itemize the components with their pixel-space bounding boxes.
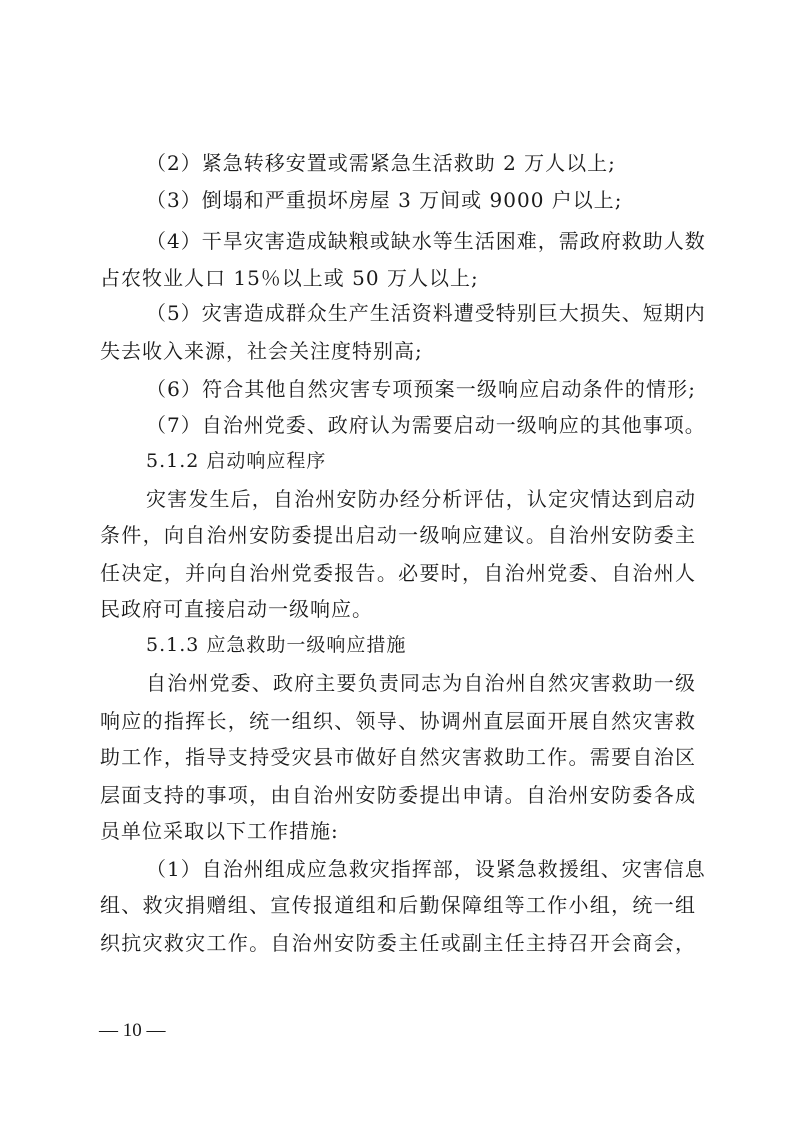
paragraph-line: 自治州党委、政府主要负责同志为自治州自然灾害救助一级 [146, 671, 696, 695]
paragraph-line: （1）自治州组成应急救灾指挥部，设紧急救援组、灾害信息 [146, 857, 706, 881]
paragraph-line: （5）灾害造成群众生产生活资料遭受特别巨大损失、短期内 [146, 301, 706, 325]
paragraph-line: （7）自治州党委、政府认为需要启动一级响应的其他事项。 [146, 413, 706, 437]
paragraph-line: 组、救灾捐赠组、宣传报道组和后勤保障组等工作小组，统一组 [100, 893, 696, 917]
paragraph-line: 响应的指挥长，统一组织、领导、协调州直层面开展自然灾害救 [100, 709, 696, 733]
paragraph-line: 民政府可直接启动一级响应。 [100, 597, 373, 621]
paragraph-line: 条件，向自治州安防委提出启动一级响应建议。自治州安防委主 [100, 523, 696, 547]
section-heading-5-1-2: 5.1.2 启动响应程序 [146, 450, 327, 472]
paragraph-line: 织抗灾救灾工作。自治州安防委主任或副主任主持召开会商会， [100, 931, 696, 955]
paragraph-line: 助工作，指导支持受灾县市做好自然灾害救助工作。需要自治区 [100, 745, 696, 769]
paragraph-line: 占农牧业人口 15％以上或 50 万人以上; [100, 266, 479, 290]
page-number: — 10 — [99, 1020, 166, 1041]
paragraph-line: （3）倒塌和严重损坏房屋 3 万间或 9000 户以上; [146, 188, 623, 212]
paragraph-line: 任决定，并向自治州党委报告。必要时，自治州党委、自治州人 [100, 561, 696, 585]
paragraph-line: 失去收入来源，社会关注度特别高; [100, 339, 423, 363]
paragraph-line: （2）紧急转移安置或需紧急生活救助 2 万人以上; [146, 151, 616, 175]
paragraph-line: （4）干旱灾害造成缺粮或缺水等生活困难，需政府救助人数 [146, 229, 706, 253]
paragraph-line: （6）符合其他自然灾害专项预案一级响应启动条件的情形; [146, 377, 696, 401]
paragraph-line: 员单位采取以下工作措施: [100, 819, 339, 843]
section-heading-5-1-3: 5.1.3 应急救助一级响应措施 [146, 634, 407, 656]
paragraph-line: 层面支持的事项，由自治州安防委提出申请。自治州安防委各成 [100, 783, 696, 807]
paragraph-line: 灾害发生后，自治州安防办经分析评估，认定灾情达到启动 [146, 487, 696, 511]
